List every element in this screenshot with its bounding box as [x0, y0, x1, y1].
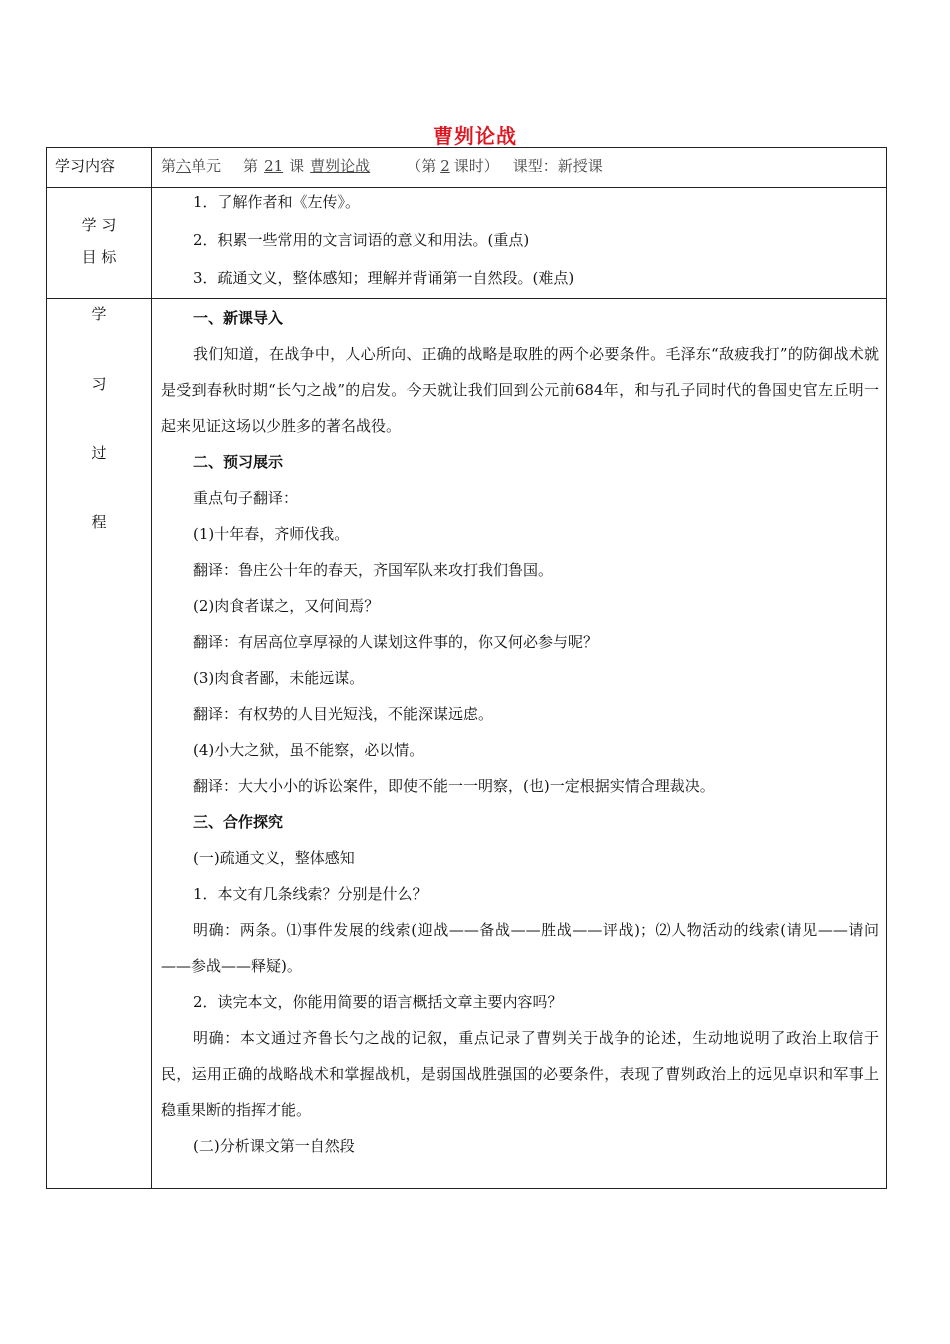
translation-item: 翻译：大大小小的诉讼案件，即使不能一一明察，(也)一定根据实情合理裁决。: [193, 777, 715, 795]
section-heading: 三、合作探究: [193, 813, 284, 831]
question-item: 2．读完本文，你能用简要的语言概括文章主要内容吗？: [193, 993, 563, 1011]
sentence-item: (1)十年春，齐师伐我。: [193, 525, 350, 543]
row-study-content: [47, 148, 886, 187]
sentence-item: (2)肉食者谋之，又何间焉？: [193, 597, 380, 615]
column-divider: [151, 148, 152, 1188]
objectives-list: [193, 191, 574, 305]
lesson-info: 第六单元 第 21 课 曹刿论战 （第 2 课时） 课型：新授课: [161, 157, 603, 175]
sentence-item: (4)小大之狱，虽不能察，必以情。: [193, 741, 425, 759]
objectives-label-top: 学 习: [81, 216, 117, 234]
translation-item: 翻译：鲁庄公十年的春天，齐国军队来攻打我们鲁国。: [193, 561, 554, 579]
unit-number: 六: [176, 157, 192, 175]
objectives-label-bottom: 目 标: [81, 248, 117, 266]
answer-paragraph: 明确：本文通过齐鲁长勺之战的记叙，重点记录了曹刿关于战争的论述，生动地说明了政治上取信于民，运用正确的战略战术和掌握战机，是弱国战胜强国的必要条件，表现了曹刿政治上的远见卓识和军事上稳重果断的指挥才能。: [161, 1029, 879, 1119]
lesson-type: 课型：新授课: [512, 157, 603, 175]
process-label-char: 学: [91, 305, 107, 323]
lesson-number: 21: [264, 157, 284, 175]
objective-item: 2．积累一些常用的文言词语的意义和用法。(重点): [193, 231, 530, 249]
answer-paragraph: 明确：两条。⑴事件发展的线索(迎战——备战——胜战——评战)；⑵人物活动的线索(请见——请问——参战——释疑)。: [161, 921, 879, 975]
process-label-char: 程: [91, 513, 107, 531]
row-divider: [47, 298, 886, 299]
sentence-item: (3)肉食者鄙，未能远谋。: [193, 669, 365, 687]
subsection-heading: (二)分析课文第一自然段: [193, 1137, 355, 1155]
lesson-plan-table: [46, 147, 887, 1189]
objective-item: 3．疏通文义，整体感知；理解并背诵第一自然段。(难点): [193, 269, 575, 287]
translation-intro: 重点句子翻译：: [193, 489, 299, 507]
section-heading: 二、预习展示: [193, 453, 284, 471]
subsection-heading: (一)疏通文义，整体感知: [193, 849, 355, 867]
row-divider: [47, 187, 886, 188]
study-content-label: 学习内容: [55, 157, 116, 175]
translation-item: 翻译：有居高位享厚禄的人谋划这件事的，你又何必参与呢？: [193, 633, 599, 651]
period-number: 2: [440, 157, 450, 175]
process-label-char: 过: [91, 444, 107, 462]
intro-paragraph: 我们知道，在战争中，人心所向、正确的战略是取胜的两个必要条件。毛泽东“敌疲我打”的防御战术就是受到春秋时期“长勺之战”的启发。今天就让我们回到公元前684年，和与孔子同时代的鲁国史官左丘明一起来见证这场以少胜多的著名战役。: [161, 345, 879, 435]
process-content: [161, 300, 879, 1164]
translation-item: 翻译：有权势的人目光短浅，不能深谋远虑。: [193, 705, 494, 723]
process-label-char: 习: [91, 375, 107, 393]
lesson-title: 曹刿论战: [310, 157, 371, 175]
objective-item: 1．了解作者和《左传》。: [193, 193, 361, 211]
section-heading: 一、新课导入: [193, 309, 284, 327]
question-item: 1．本文有几条线索？分别是什么？: [193, 885, 428, 903]
document-title: 曹刿论战: [433, 124, 517, 148]
